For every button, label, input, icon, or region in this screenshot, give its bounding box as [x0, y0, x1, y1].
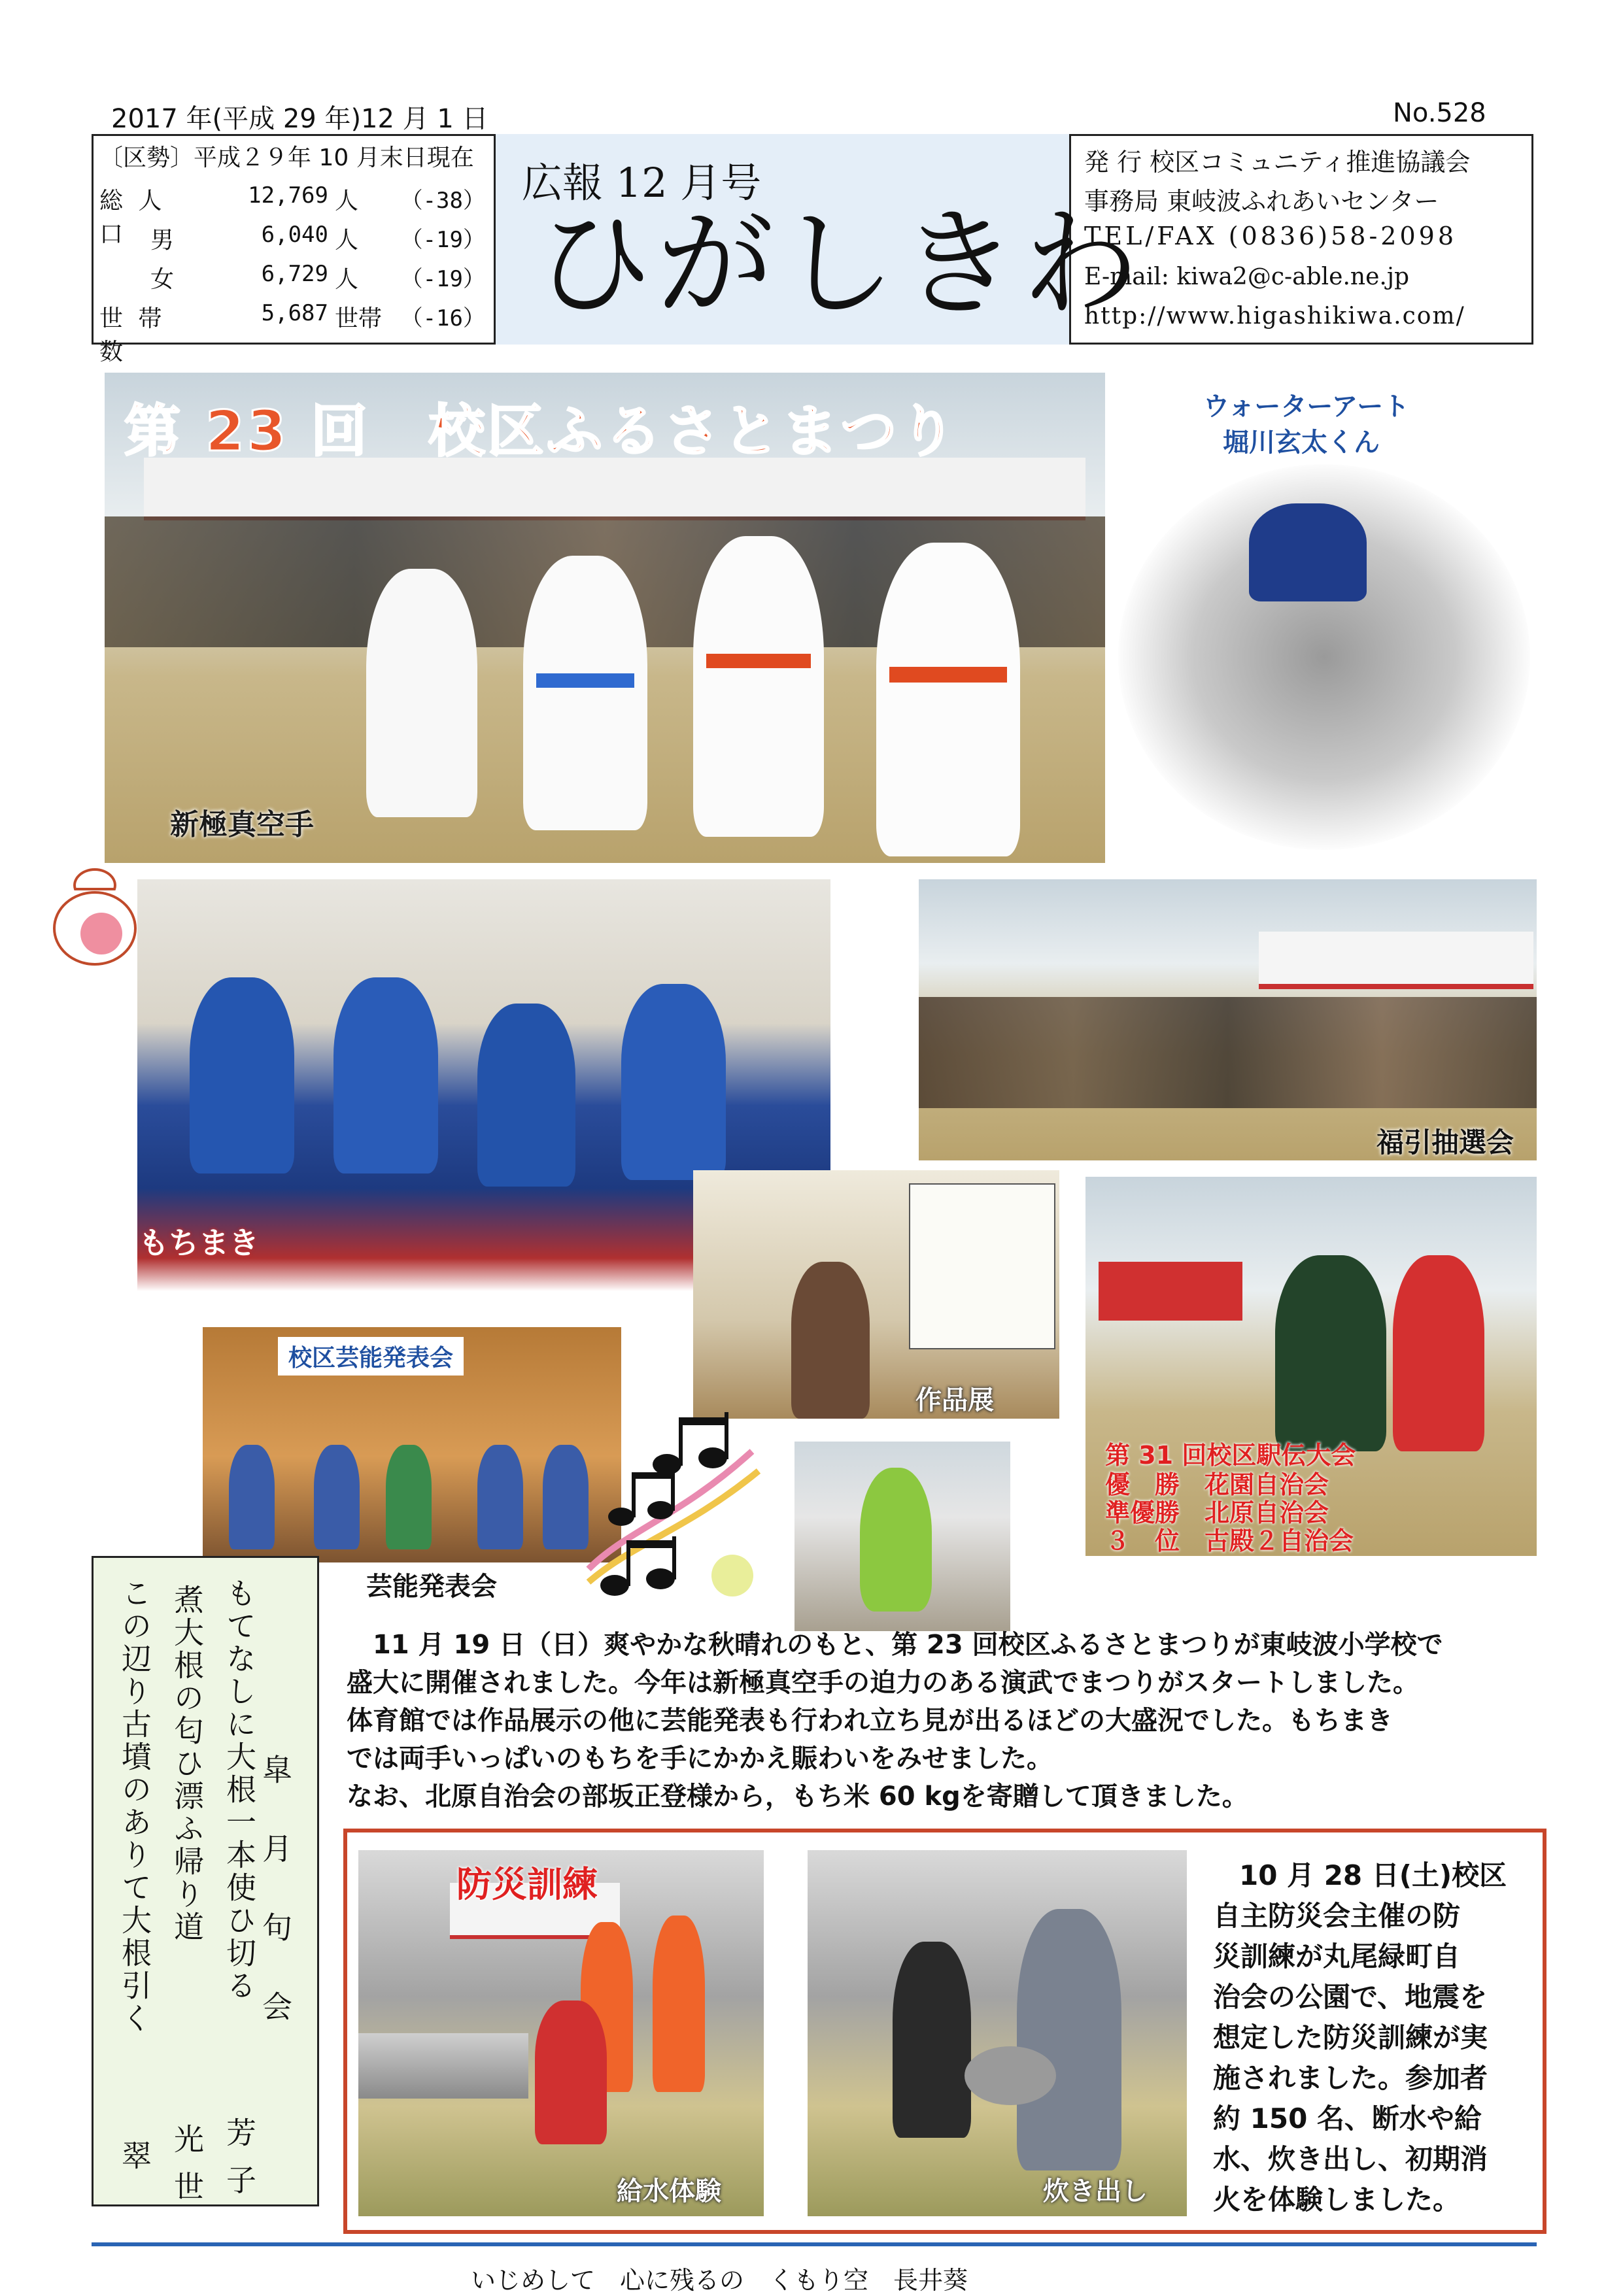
office-line: 事務局 東岐波ふれあいセンター	[1084, 187, 1439, 216]
blue-belt	[536, 673, 634, 688]
festival-title: 第 23 回 校区ふるさとまつり	[124, 399, 959, 464]
drill-article	[1213, 1855, 1524, 2220]
exhibit-caption: 作品展	[915, 1385, 994, 1415]
stat-value: 6,729	[261, 261, 328, 287]
publisher-info	[1071, 134, 1533, 345]
drill-title: 防災訓練	[456, 1864, 598, 1905]
mascot-photo	[794, 1442, 1010, 1631]
stats-heading: 〔区勢〕平成２９年 10 月末日現在	[99, 144, 474, 171]
stat-value: 5,687	[261, 300, 328, 326]
stat-label: 女	[150, 266, 178, 293]
festival-article	[347, 1626, 1550, 1815]
person-happi	[477, 1004, 575, 1187]
ekiden-title: 第 31 回校区駅伝大会	[1105, 1441, 1356, 1470]
person-red	[535, 2001, 607, 2144]
drill-line: 自主防災会主催の防	[1213, 1900, 1461, 1932]
lottery-photo	[919, 879, 1537, 1160]
water-supply-caption: 給水体験	[617, 2176, 721, 2206]
karate-kid-3	[693, 536, 824, 837]
drill-line: 約 150 名、断水や給	[1213, 2102, 1482, 2135]
haiku-author: 翠	[117, 2140, 152, 2170]
article-line: 体育館では作品展示の他に芸能発表も行われ立ち見が出るほどの大盛況でした。もちまき	[347, 1706, 1393, 1736]
stat-value: 12,769	[248, 182, 328, 209]
water-supply-photo	[358, 1850, 764, 2216]
drill-line: 施されました。参加者	[1213, 2062, 1488, 2094]
person-happi	[621, 984, 726, 1180]
stat-row-male	[99, 222, 485, 258]
drill-line: 想定した防災訓練が実	[1213, 2021, 1488, 2053]
phone-line: TEL/FAX (0836)58-2098	[1084, 222, 1458, 250]
stat-diff: （-16）	[400, 305, 485, 331]
drill-line: 災訓練が丸尾緑町自	[1213, 1940, 1461, 1972]
mochimaki-caption: もちまき	[139, 1225, 259, 1260]
water-tank	[358, 2033, 528, 2099]
stat-row-households	[99, 300, 485, 365]
ekiden-second: 準優勝 北原自治会	[1105, 1498, 1329, 1527]
dancer	[386, 1445, 432, 1549]
haiku-author: 芳 子	[222, 2117, 257, 2199]
performance-caption: 芸能発表会	[366, 1572, 497, 1602]
performance-sign: 校区芸能発表会	[278, 1337, 464, 1376]
person-happi	[333, 977, 438, 1173]
stat-value: 6,040	[261, 222, 328, 248]
haiku-poem: この辺り古墳のありて大根引く	[117, 1578, 152, 2035]
website-line[interactable]: http://www.higashikiwa.com/	[1084, 303, 1465, 329]
stat-diff: （-38）	[400, 188, 485, 214]
karate-kid-1	[366, 569, 477, 817]
footer-divider	[92, 2242, 1537, 2246]
district-stats	[92, 134, 496, 365]
drill-line: 治会の公園で、地震を	[1213, 1981, 1488, 2013]
boy-figure	[1249, 503, 1367, 601]
stat-row-female	[99, 261, 485, 297]
dancer	[477, 1445, 523, 1549]
cooking-caption: 炊き出し	[1043, 2176, 1148, 2206]
visitor	[791, 1262, 870, 1419]
haiku-title: 皐 月 句 会	[258, 1754, 293, 2040]
runner	[1275, 1255, 1386, 1451]
email-line[interactable]: E-mail: kiwa2@c-able.ne.jp	[1084, 263, 1410, 290]
cooking-photo	[808, 1850, 1187, 2216]
water-art-photo	[1118, 464, 1530, 850]
drill-line: 10 月 28 日(土)校区	[1239, 1859, 1507, 1891]
issue-number: No.528	[1393, 98, 1486, 128]
masthead-title: ひがしきわ	[535, 196, 1144, 333]
haiku-author: 光 世	[169, 2123, 205, 2205]
orange-belt	[889, 667, 1007, 683]
orange-belt	[706, 654, 811, 668]
ekiden-third: ３ 位 古殿２自治会	[1105, 1527, 1354, 1555]
haiku-poem: 煮大根の匂ひ漂ふ帰り道	[169, 1584, 205, 1944]
masthead	[496, 134, 1144, 345]
water-art-name: 堀川玄太くん	[1223, 428, 1380, 458]
publisher-line: 発 行 校区コミュニティ推進協議会	[1084, 148, 1471, 177]
ekiden-first: 優 勝 花園自治会	[1105, 1470, 1329, 1499]
calligraphy-board	[909, 1183, 1055, 1349]
worker-orange	[653, 1916, 705, 2092]
tent-banner	[144, 458, 1085, 520]
stat-label: 総 人 口	[99, 188, 166, 248]
article-line: 11 月 19 日（日）爽やかな秋晴れのもと、第 23 回校区ふるさとまつりが東岐波小学校で	[373, 1630, 1443, 1660]
karate-photo	[105, 373, 1105, 863]
karate-kid-2	[523, 556, 647, 830]
article-line: 盛大に開催されました。今年は新極真空手の迫力のある演武でまつりがスタートしました。	[347, 1668, 1419, 1698]
stat-diff: （-19）	[400, 227, 485, 253]
lottery-caption: 福引抽選会	[1376, 1126, 1514, 1158]
ekiden-photo	[1085, 1177, 1537, 1556]
article-line: では両手いっぱいのもちを手にかかえ賑わいをみせました。	[347, 1744, 1053, 1774]
haiku-box	[92, 1556, 319, 2206]
music-notes-icon	[575, 1412, 765, 1608]
stat-diff: （-19）	[400, 266, 485, 292]
performance-photo	[203, 1327, 621, 1562]
stat-unit: 世帯	[335, 305, 383, 332]
karate-caption: 新極真空手	[170, 808, 314, 841]
banners	[1099, 1262, 1242, 1321]
runner	[1393, 1255, 1484, 1451]
masthead-subtitle: 広報 12 月号	[522, 159, 762, 207]
exhibit-photo	[693, 1170, 1059, 1419]
stat-label: 世 帯 数	[99, 305, 166, 365]
karate-kid-4	[876, 543, 1020, 856]
footer-haiku: いじめして 心に残るの くもり空 長井葵	[471, 2266, 968, 2295]
crowd	[919, 997, 1537, 1108]
water-art-caption: ウォーターアート	[1203, 392, 1410, 422]
dancer	[229, 1445, 275, 1549]
dancer	[314, 1445, 360, 1549]
drill-line: 火を体験しました。	[1213, 2184, 1461, 2216]
tent	[1259, 932, 1533, 989]
drill-line: 水、炊き出し、初期消	[1213, 2143, 1488, 2175]
stat-unit: 人	[335, 188, 359, 214]
issue-date: 2017 年(平成 29 年)12 月 1 日	[111, 104, 488, 134]
person-happi	[190, 977, 294, 1173]
mochi-bag-icon	[46, 863, 144, 968]
cooking-pot	[965, 2046, 1056, 2105]
article-line: なお、北原自治会の部坂正登様から，もち米 60 kgを寄贈して頂きました。	[347, 1781, 1248, 1812]
person-camo	[1017, 1909, 1121, 2170]
stat-label: 男	[150, 227, 178, 254]
haiku-poem: もてなしに大根一本使ひ切る	[222, 1578, 257, 2002]
mascot-figure	[860, 1468, 932, 1612]
person-cooking	[893, 1942, 971, 2138]
stat-unit: 人	[335, 266, 359, 293]
stat-unit: 人	[335, 227, 359, 254]
